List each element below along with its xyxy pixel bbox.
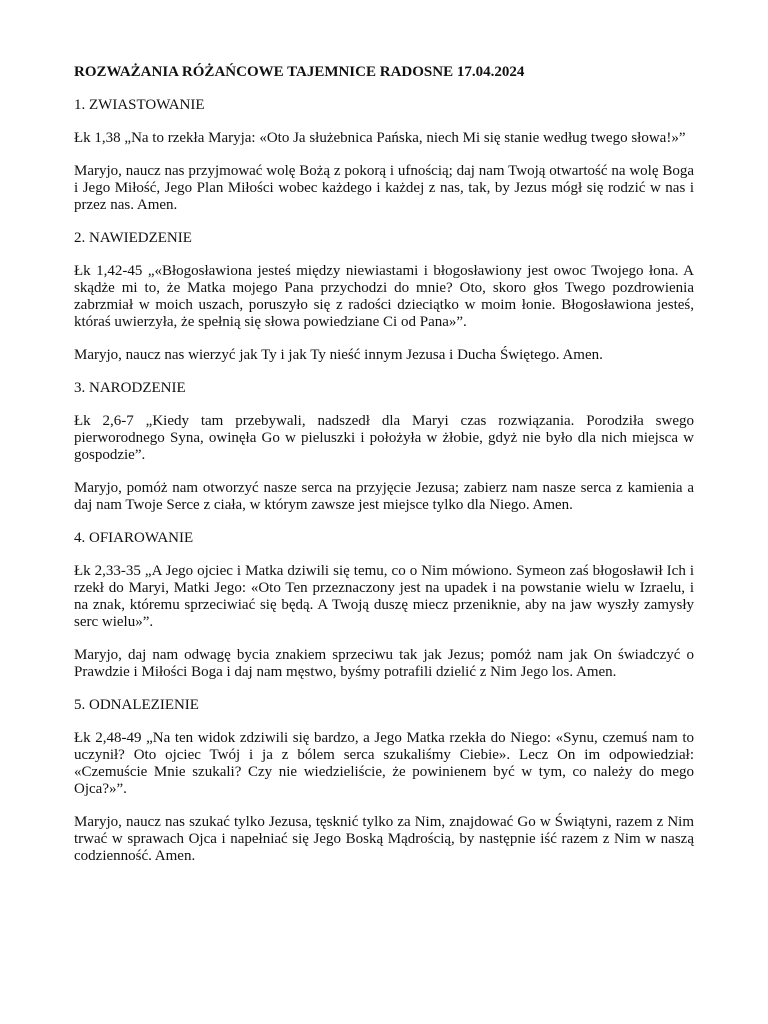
prayer-text: Maryjo, naucz nas przyjmować wolę Bożą z pokorą i ufnością; daj nam Twoją otwartość na wolę Boga i Jego Miłość, Jego Plan Miłości wobec każdego i każdej z nas, tak, by Jezus mógł się rodzić w nas i przez nas. Amen. xyxy=(74,163,694,213)
document-title: ROZWAŻANIA RÓŻAŃCOWE TAJEMNICE RADOSNE 17.04.2024 xyxy=(74,64,525,80)
scripture-quote: Łk 1,38 „Na to rzekła Maryja: «Oto Ja służebnica Pańska, niech Mi się stanie według twego słowa!»” xyxy=(74,130,686,146)
section-heading-odnalezienie: 5. ODNALEZIENIE xyxy=(74,697,199,713)
section-heading-ofiarowanie: 4. OFIAROWANIE xyxy=(74,530,194,546)
section-heading-nawiedzenie: 2. NAWIEDZENIE xyxy=(74,230,192,246)
section-heading-narodzenie: 3. NARODZENIE xyxy=(74,380,186,396)
prayer-text: Maryjo, daj nam odwagę bycia znakiem sprzeciwu tak jak Jezus; pomóż nam jak On świadczyć o Prawdzie i Miłości Boga i daj nam męstwo, byśmy potrafili dzielić z Nim Jego los. Amen. xyxy=(74,647,694,680)
prayer-text: Maryjo, naucz nas wierzyć jak Ty i jak Ty nieść innym Jezusa i Ducha Świętego. Amen. xyxy=(74,347,603,363)
prayer-text: Maryjo, naucz nas szukać tylko Jezusa, tęsknić tylko za Nim, znajdować Go w Świątyni, razem z Nim trwać w sprawach Ojca i napełniać się Jego Boską Mądrością, by następnie iść razem z Nim w naszą codzienność. Amen. xyxy=(74,814,694,864)
document-content xyxy=(74,64,694,881)
section-heading-zwiastowanie: 1. ZWIASTOWANIE xyxy=(74,97,205,113)
scripture-quote: Łk 1,42-45 „«Błogosławiona jesteś między niewiastami i błogosławiony jest owoc Twojego łona. A skądże mi to, że Matka mojego Pana przychodzi do mnie? Oto, skoro głos Twego pozdrowienia zabrzmiał w moich uszach, poruszyło się z radości dzieciątko w moim łonie. Błogosławiona jesteś, któraś uwierzyła, że spełnią się słowa powiedziane Ci od Pana»”. xyxy=(74,263,694,330)
scripture-quote: Łk 2,33-35 „A Jego ojciec i Matka dziwili się temu, co o Nim mówiono. Symeon zaś błogosławił Ich i rzekł do Maryi, Matki Jego: «Oto Ten przeznaczony jest na upadek i na powstanie wielu w Izraelu, i na znak, któremu sprzeciwiać się będą. A Twoją duszę miecz przeniknie, aby na jaw wyszły zamysły serc wielu»”. xyxy=(74,563,694,630)
prayer-text: Maryjo, pomóż nam otworzyć nasze serca na przyjęcie Jezusa; zabierz nam nasze serca z kamienia a daj nam Twoje Serce z ciała, w którym zawsze jest miejsce tylko dla Niego. Amen. xyxy=(74,480,694,513)
scripture-quote: Łk 2,6-7 „Kiedy tam przebywali, nadszedł dla Maryi czas rozwiązania. Porodziła swego pierworodnego Syna, owinęła Go w pieluszki i położyła w żłobie, gdyż nie było dla nich miejsca w gospodzie”. xyxy=(74,413,694,463)
scripture-quote: Łk 2,48-49 „Na ten widok zdziwili się bardzo, a Jego Matka rzekła do Niego: «Synu, czemuś nam to uczynił? Oto ojciec Twój i ja z bólem serca szukaliśmy Ciebie». Lecz On im odpowiedział: «Czemuście Mnie szukali? Czy nie wiedzieliście, że powinienem być w tym, co należy do mego Ojca?»”. xyxy=(74,730,694,797)
